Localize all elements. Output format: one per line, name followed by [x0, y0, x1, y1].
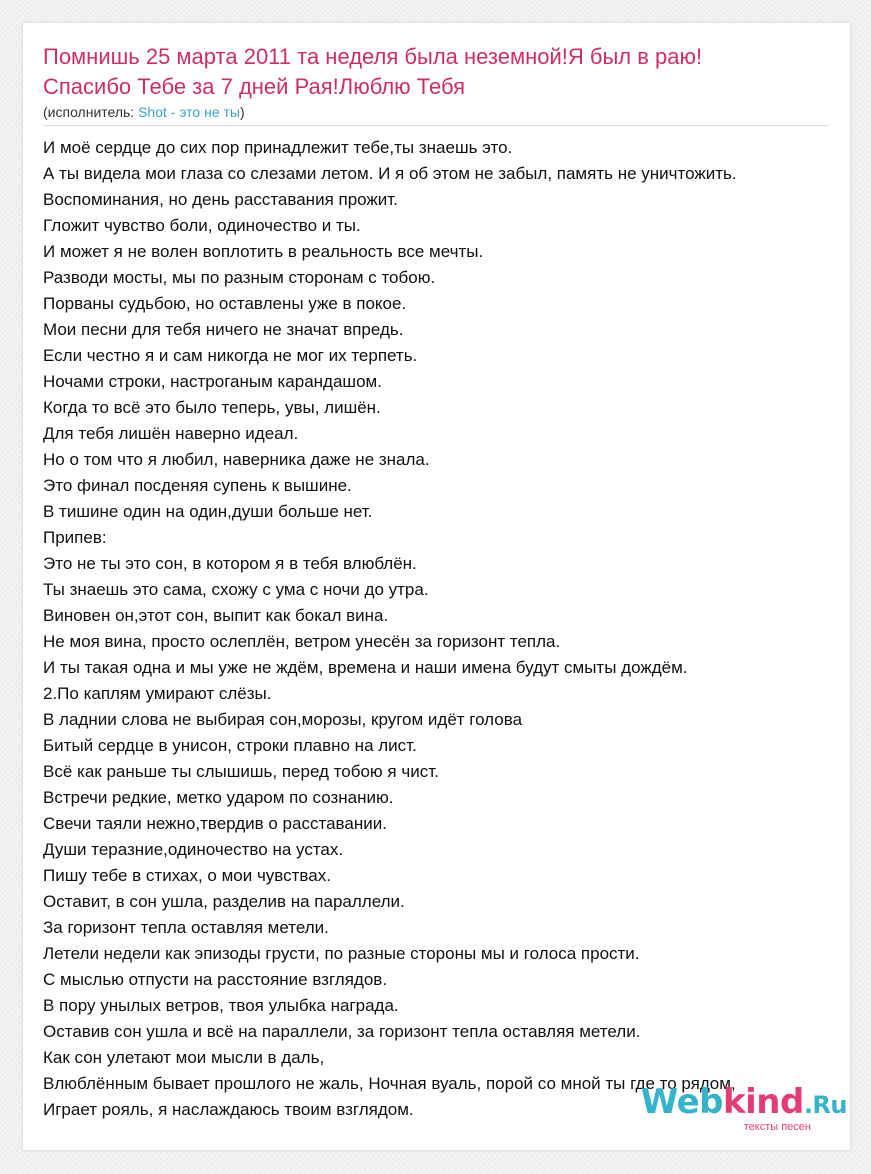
lyric-line: Ночами строки, настроганым карандашом.	[43, 372, 382, 391]
lyric-line: С мыслью отпусти на расстояние взглядов.	[43, 970, 388, 989]
lyric-line: Виновен он,этот сон, выпит как бокал вина.	[43, 606, 389, 625]
lyric-line: И может я не волен воплотить в реальность все мечты.	[43, 242, 484, 261]
lyric-line: Ты знаешь это сама, схожу с ума с ночи до утра.	[43, 580, 429, 599]
lyric-line: Свечи таяли нежно,твердив о расставании.	[43, 814, 387, 833]
lyric-line: Когда то всё это было теперь, увы, лишён.	[43, 398, 381, 417]
watermark-brand-web: Web	[640, 1082, 723, 1122]
lyric-line: Не моя вина, просто ослеплён, ветром унесён за горизонт тепла.	[43, 632, 561, 651]
watermark-tagline: тексты песен	[743, 1121, 811, 1133]
lyric-line: Оставив сон ушла и всё на параллели, за горизонт тепла оставляя метели.	[43, 1022, 641, 1041]
performer-link[interactable]: Shot - это не ты	[138, 104, 240, 120]
watermark-brand-kind: kind	[723, 1082, 804, 1122]
lyric-line: Воспоминания, но день расставания прожит.	[43, 190, 398, 209]
lyric-line: 2.По каплям умирают слёзы.	[43, 684, 272, 703]
lyric-line: Это финал посденяя супень к вышине.	[43, 476, 352, 495]
lyric-line: Припев:	[43, 528, 107, 547]
lyric-line: Влюблённым бывает прошлого не жаль, Ночная вуаль, порой со мной ты где то рядом,	[43, 1074, 736, 1093]
performer-suffix: )	[239, 104, 245, 120]
performer-line	[43, 103, 245, 121]
lyric-line: Это не ты это сон, в котором я в тебя влюблён.	[43, 554, 417, 573]
watermark-brand	[641, 1083, 847, 1124]
lyric-line: Если честно я и сам никогда не мог их терпеть.	[43, 346, 418, 365]
lyric-line: И моё сердце до сих пор принадлежит тебе,ты знаешь это.	[43, 138, 513, 157]
lyric-line: Души теразние,одиночество на устах.	[43, 840, 344, 859]
lyrics-card	[22, 22, 851, 1151]
lyric-line: Играет рояль, я наслаждаюсь твоим взглядом.	[43, 1100, 414, 1119]
watermark-brand-tld: .Ru	[803, 1091, 847, 1119]
lyric-line: Оставит, в сон ушла, разделив на параллели.	[43, 892, 405, 911]
lyric-line: Разводи мосты, мы по разным сторонам с тобою.	[43, 268, 436, 287]
lyrics-text	[43, 135, 871, 1123]
performer-prefix: (исполнитель:	[43, 104, 139, 120]
song-title: Помнишь 25 марта 2011 та неделя была неземной!Я был в раю!Спасибо Тебе за 7 дней Рая!Люблю Тебя	[43, 44, 703, 99]
lyric-line: Всё как раньше ты слышишь, перед тобою я чист.	[43, 762, 439, 781]
lyric-line: И ты такая одна и мы уже не ждём, времена и наши имена будут смыты дождём.	[43, 658, 688, 677]
lyric-line: Как сон улетают мои мысли в даль,	[43, 1048, 325, 1067]
lyric-line: Порваны судьбою, но оставлены уже в покое.	[43, 294, 407, 313]
lyric-line: В тишине один на один,души больше нет.	[43, 502, 373, 521]
title-divider	[43, 125, 829, 126]
lyric-line: Встречи редкие, метко ударом по сознанию.	[43, 788, 394, 807]
lyric-line: В ладнии слова не выбирая сон,морозы, кругом идёт голова	[43, 710, 523, 729]
lyric-line: Битый сердце в унисон, строки плавно на лист.	[43, 736, 417, 755]
lyric-line: А ты видела мои глаза со слезами летом. И я об этом не забыл, память не уничтожить.	[43, 164, 737, 183]
lyric-line: За горизонт тепла оставляя метели.	[43, 918, 329, 937]
webkind-watermark-logo	[641, 1083, 847, 1133]
lyric-line: Но о том что я любил, наверника даже не знала.	[43, 450, 430, 469]
lyric-line: Для тебя лишён наверно идеал.	[43, 424, 299, 443]
lyric-line: Мои песни для тебя ничего не значат впредь.	[43, 320, 404, 339]
lyric-line: В пору унылых ветров, твоя улыбка награда.	[43, 996, 399, 1015]
lyric-line: Пишу тебе в стихах, о мои чувствах.	[43, 866, 331, 885]
lyric-line: Летели недели как эпизоды грусти, по разные стороны мы и голоса прости.	[43, 944, 640, 963]
lyric-line: Гложит чувство боли, одиночество и ты.	[43, 216, 361, 235]
